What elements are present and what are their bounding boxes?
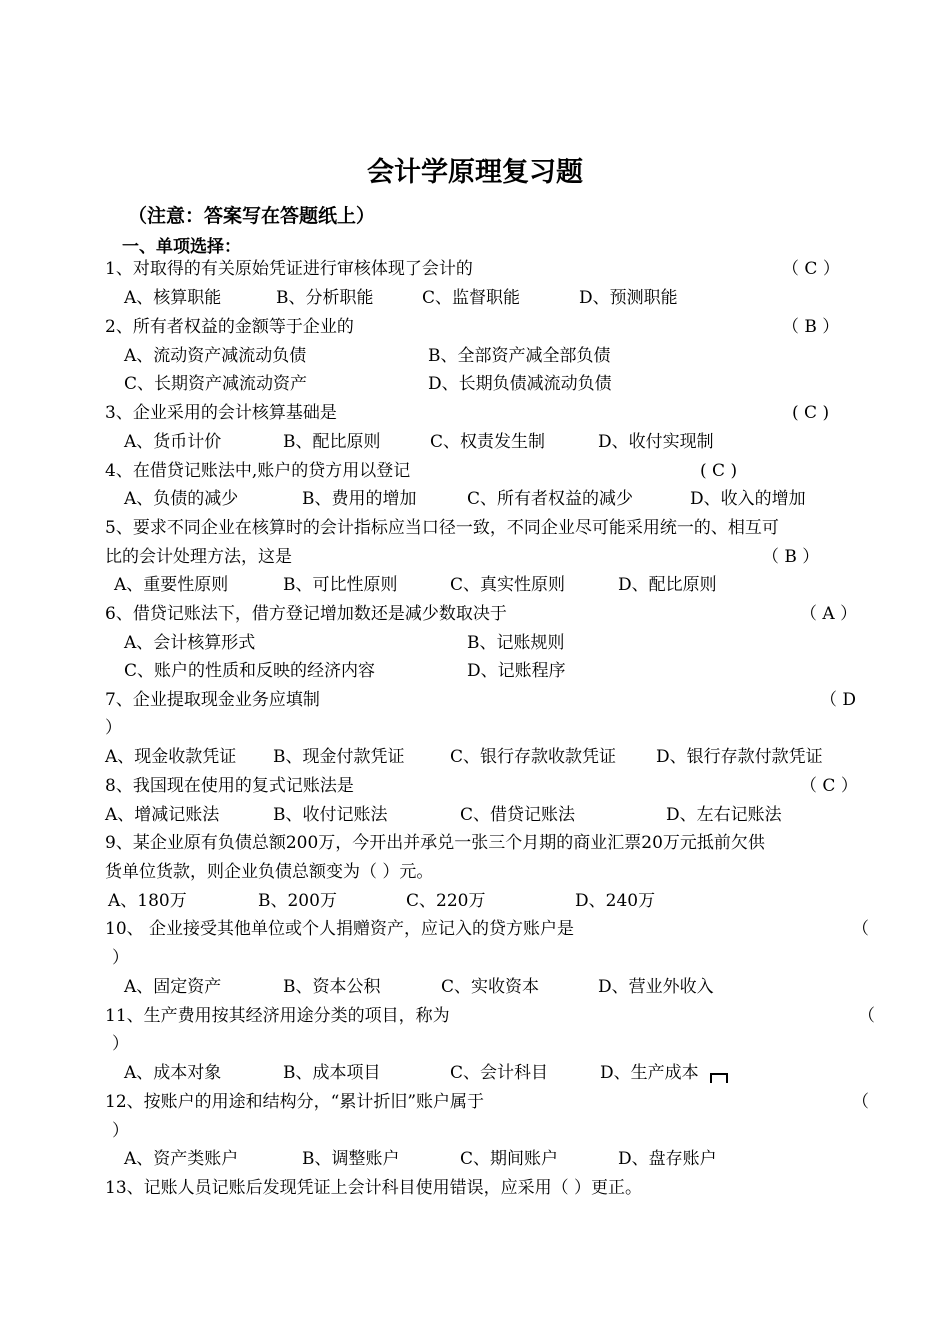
option: A、固定资产 bbox=[124, 977, 222, 997]
option: A、增减记账法 bbox=[105, 805, 220, 825]
question-6: 6、借贷记账法下，借方登记增加数还是减少数取决于 bbox=[105, 604, 507, 624]
option: B、分析职能 bbox=[276, 288, 374, 308]
notice: （注意：答案写在答题纸上） bbox=[128, 205, 376, 227]
answer-4: ( C ) bbox=[700, 461, 738, 481]
option: D、生产成本 bbox=[600, 1063, 699, 1083]
answer-10: （ bbox=[852, 919, 869, 939]
option: D、左右记账法 bbox=[666, 805, 782, 825]
option: A、成本对象 bbox=[124, 1063, 222, 1083]
option: A、180万 bbox=[108, 891, 187, 911]
answer-12-close: ） bbox=[112, 1121, 129, 1141]
option: B、资本公积 bbox=[283, 977, 381, 997]
option: D、配比原则 bbox=[618, 575, 717, 595]
option: A、重要性原则 bbox=[114, 575, 229, 595]
option: B、200万 bbox=[258, 891, 337, 911]
answer-7-close: ） bbox=[105, 718, 122, 738]
page-title: 会计学原理复习题 bbox=[367, 157, 583, 188]
option: C、会计科目 bbox=[450, 1063, 549, 1083]
option: A、核算职能 bbox=[124, 288, 222, 308]
option: C、权责发生制 bbox=[430, 432, 546, 452]
option: D、营业外收入 bbox=[598, 977, 714, 997]
question-2: 2、所有者权益的金额等于企业的 bbox=[105, 317, 354, 337]
question-8: 8、我国现在使用的复式记账法是 bbox=[105, 776, 354, 796]
option: C、监督职能 bbox=[422, 288, 521, 308]
option: A、资产类账户 bbox=[124, 1149, 239, 1169]
option: A、现金收款凭证 bbox=[105, 747, 237, 767]
option: D、记账程序 bbox=[467, 661, 566, 681]
option: C、长期资产减流动资产 bbox=[124, 374, 308, 394]
question-5: 5、要求不同企业在核算时的会计指标应当口径一致，不同企业尽可能采用统一的、相互可 bbox=[105, 518, 779, 538]
option: C、银行存款收款凭证 bbox=[450, 747, 617, 767]
option: B、调整账户 bbox=[302, 1149, 400, 1169]
option: A、负债的减少 bbox=[124, 489, 239, 509]
option: D、收入的增加 bbox=[690, 489, 806, 509]
question-9-cont: 货单位货款，则企业负债总额变为（ ）元。 bbox=[105, 862, 434, 882]
question-4: 4、在借贷记账法中,账户的贷方用以登记 bbox=[105, 461, 411, 481]
answer-3: ( C ) bbox=[792, 403, 830, 423]
option: B、成本项目 bbox=[283, 1063, 381, 1083]
option: B、收付记账法 bbox=[273, 805, 388, 825]
option: B、可比性原则 bbox=[283, 575, 398, 595]
answer-1: （ C ） bbox=[782, 259, 840, 279]
answer-12: （ bbox=[852, 1092, 869, 1112]
answer-6: （ A ） bbox=[800, 604, 858, 624]
option: A、货币计价 bbox=[124, 432, 222, 452]
option: D、240万 bbox=[575, 891, 656, 911]
option: B、费用的增加 bbox=[302, 489, 417, 509]
answer-11: （ bbox=[858, 1006, 875, 1026]
option: D、盘存账户 bbox=[618, 1149, 717, 1169]
question-13: 13、记账人员记账后发现凭证上会计科目使用错误，应采用（ ）更正。 bbox=[105, 1178, 643, 1198]
option: B、现金付款凭证 bbox=[273, 747, 405, 767]
option: A、流动资产减流动负债 bbox=[124, 346, 307, 366]
option: D、长期负债减流动负债 bbox=[428, 374, 612, 394]
question-1: 1、对取得的有关原始凭证进行审核体现了会计的 bbox=[105, 259, 473, 279]
option: D、银行存款付款凭证 bbox=[656, 747, 823, 767]
answer-7: （ D bbox=[820, 690, 857, 710]
option: C、实收资本 bbox=[441, 977, 540, 997]
option: C、220万 bbox=[406, 891, 486, 911]
section-heading: 一、单项选择： bbox=[122, 237, 241, 257]
option: B、记账规则 bbox=[467, 633, 565, 653]
option: C、期间账户 bbox=[460, 1149, 559, 1169]
answer-10-close: ） bbox=[112, 948, 129, 968]
option: B、全部资产减全部负债 bbox=[428, 346, 611, 366]
option: C、借贷记账法 bbox=[460, 805, 576, 825]
underline-mark-icon bbox=[710, 1068, 728, 1084]
answer-2: （ B ） bbox=[782, 317, 840, 337]
option: B、配比原则 bbox=[283, 432, 381, 452]
option: D、收付实现制 bbox=[598, 432, 714, 452]
question-11: 11、生产费用按其经济用途分类的项目，称为 bbox=[105, 1006, 450, 1026]
question-7: 7、企业提取现金业务应填制 bbox=[105, 690, 320, 710]
answer-5: （ B ） bbox=[762, 547, 820, 567]
option: C、账户的性质和反映的经济内容 bbox=[124, 661, 376, 681]
question-12: 12、按账户的用途和结构分，“累计折旧”账户属于 bbox=[105, 1092, 485, 1112]
option: A、会计核算形式 bbox=[124, 633, 256, 653]
answer-8: （ C ） bbox=[800, 776, 858, 796]
option: D、预测职能 bbox=[579, 288, 678, 308]
question-3: 3、企业采用的会计核算基础是 bbox=[105, 403, 337, 423]
question-10: 10、 企业接受其他单位或个人捐赠资产，应记入的贷方账户是 bbox=[105, 919, 575, 939]
question-5-cont: 比的会计处理方法，这是 bbox=[105, 547, 292, 567]
question-9: 9、某企业原有负债总额200万，今开出并承兑一张三个月期的商业汇票20万元抵前欠供 bbox=[105, 833, 765, 853]
option: C、真实性原则 bbox=[450, 575, 566, 595]
option: C、所有者权益的减少 bbox=[467, 489, 634, 509]
answer-11-close: ） bbox=[112, 1034, 129, 1054]
